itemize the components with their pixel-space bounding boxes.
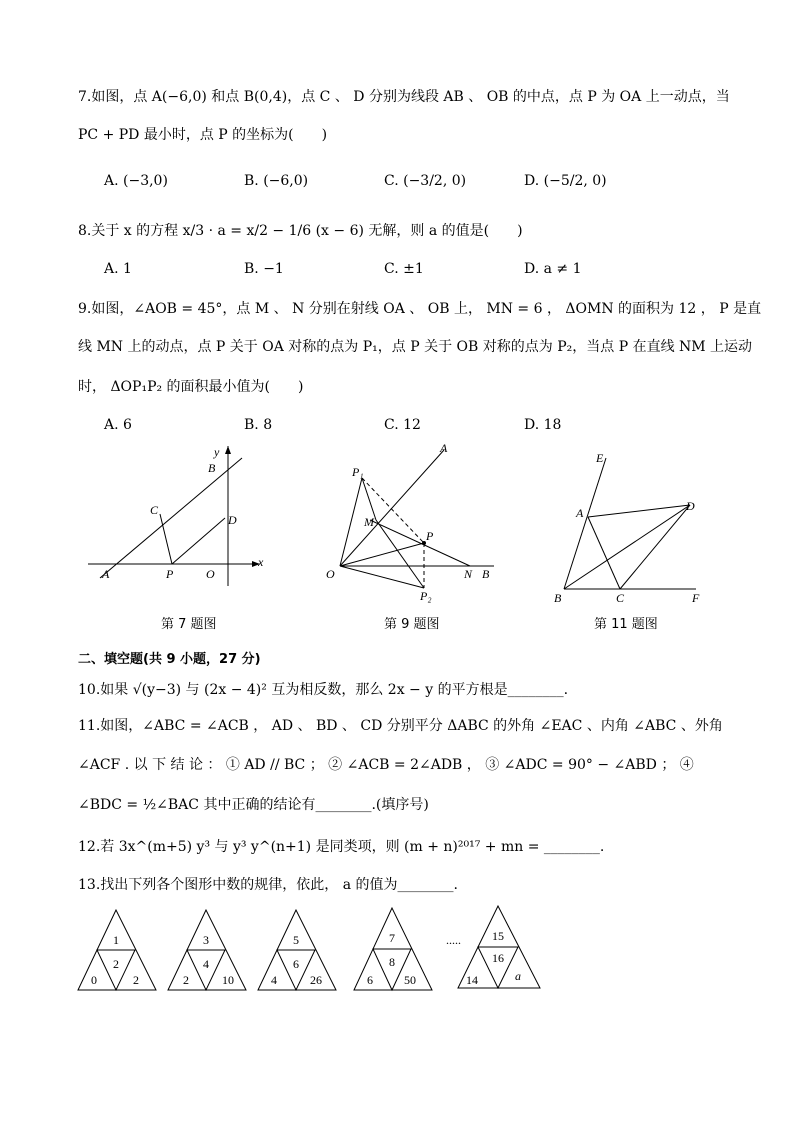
triangle-ellipsis: ..... [446,933,461,947]
triangle-5 [458,906,540,988]
fig7-label-x: x [258,555,264,569]
q12-text: 12.若 3x^(m+5) y³ 与 y³ y^(n+1) 是同类项，则 (m + n)²⁰¹⁷ + mn = ________. [78,839,605,855]
fig7-label-y: y [214,445,220,459]
fig11-label-A: A [576,506,584,520]
triangle-1 [78,910,156,990]
q11-line1: 11.如图，∠ABC = ∠ACB ， AD 、 BD 、 CD 分别平分 ΔABC 的外角 ∠EAC 、内角 ∠ABC 、外角 [78,718,723,734]
q8-line1: 8.关于 x 的方程 x/3 · a = x/2 − 1/6 (x − 6) 无解，则 a 的值是( ) [78,223,523,239]
fig9-label-O: O [326,567,335,581]
triangle-2-left: 2 [183,973,189,987]
fig9-label-P2: P₂ [420,589,432,603]
triangle-3-left: 4 [271,973,277,987]
figure-9-caption: 第 9 题图 [384,617,440,632]
fig7-label-O: O [206,567,215,581]
q13-triangles [70,900,560,1000]
triangle-1-top: 1 [113,933,119,947]
triangle-3-top: 5 [293,933,299,947]
triangle-5-mid: 16 [492,951,504,965]
triangle-1-right: 2 [133,973,139,987]
q8-option-a: A. 1 [104,261,132,277]
figure-7 [80,438,280,588]
triangle-1-mid: 2 [113,957,119,971]
triangle-2 [168,910,246,990]
q7-line2: PC + PD 最小时，点 P 的坐标为( ) [78,127,328,143]
triangle-2-right: 10 [222,973,234,987]
fig9-label-P1: P₁ [352,465,364,479]
fig7-label-D: D [228,513,237,527]
triangle-5-top: 15 [492,929,504,943]
q10-text: 10.如果 √(y−3) 与 (2x − 4)² 互为相反数，那么 2x − y 的平方根是________. [78,682,569,698]
q8-option-c: C. ±1 [384,261,424,277]
fig7-label-C: C [150,503,159,517]
q7-option-a: A. (−3,0) [104,173,168,189]
triangle-2-mid: 4 [203,957,209,971]
q9-option-d: D. 18 [524,417,562,433]
fig9-label-P: P [426,529,434,543]
q7-line1: 7.如图，点 A(−6,0) 和点 B(0,4)，点 C 、 D 分别为线段 AB 、 OB 的中点，点 P 为 OA 上一动点，当 [78,89,730,105]
triangle-4-mid: 8 [389,955,395,969]
figure-7-caption: 第 7 题图 [161,617,217,632]
fig11-label-B: B [554,591,562,605]
q7-option-d: D. (−5/2, 0) [524,173,607,189]
figure-11 [548,446,718,606]
fig11-label-D: D [686,499,695,513]
q7-option-c: C. (−3/2, 0) [384,173,467,189]
q9-line3: 时， ΔOP₁P₂ 的面积最小值为( ) [78,379,304,395]
fig7-label-B: B [208,461,216,475]
triangle-5-left: 14 [466,973,478,987]
figure-9 [322,440,502,605]
fig7-label-A: A [102,567,110,581]
triangle-5-right: a [515,969,521,983]
q13-text: 13.找出下列各个图形中数的规律，依此， a 的值为________. [78,877,458,893]
q8-option-b: B. −1 [244,261,284,277]
triangle-1-left: 0 [91,973,97,987]
q8-option-d: D. a ≠ 1 [524,261,582,277]
triangle-3 [258,910,336,990]
triangle-4-left: 6 [367,973,373,987]
fig9-label-B: B [482,567,490,581]
triangle-2-top: 3 [203,933,209,947]
triangle-4-right: 50 [404,973,416,987]
fig11-label-E: E [596,451,604,465]
triangle-4 [354,908,432,990]
q9-line1: 9.如图，∠AOB = 45°，点 M 、 N 分别在射线 OA 、 OB 上， MN = 6 ， ΔOMN 的面积为 12 ， P 是直 [78,301,762,317]
fig7-label-P: P [166,567,174,581]
q9-option-b: B. 8 [244,417,273,433]
q9-line2: 线 MN 上的动点，点 P 关于 OA 对称的点为 P₁，点 P 关于 OB 对称的点为 P₂，当点 P 在直线 NM 上运动 [78,339,753,355]
fig9-label-N: N [464,567,473,581]
section-2-heading: 二、填空题(共 9 小题，27 分) [78,652,261,667]
q9-option-a: A. 6 [104,417,132,433]
fig9-label-A: A [440,441,448,455]
fig9-label-M: M [364,515,374,529]
fig11-label-C: C [616,591,625,605]
figure-11-caption: 第 11 题图 [594,617,658,632]
fig11-label-F: F [692,591,700,605]
triangle-3-mid: 6 [293,957,299,971]
q7-option-b: B. (−6,0) [244,173,309,189]
triangle-4-top: 7 [389,931,395,945]
triangle-3-right: 26 [310,973,322,987]
q9-option-c: C. 12 [384,417,421,433]
q11-line3: ∠BDC = ½∠BAC 其中正确的结论有________.(填序号) [78,797,429,813]
q11-line2: ∠ACF . 以 下 结 论 ： ① AD // BC ； ② ∠ACB = 2∠ADB ， ③ ∠ADC = 90° − ∠ABD ； ④ [78,757,694,773]
